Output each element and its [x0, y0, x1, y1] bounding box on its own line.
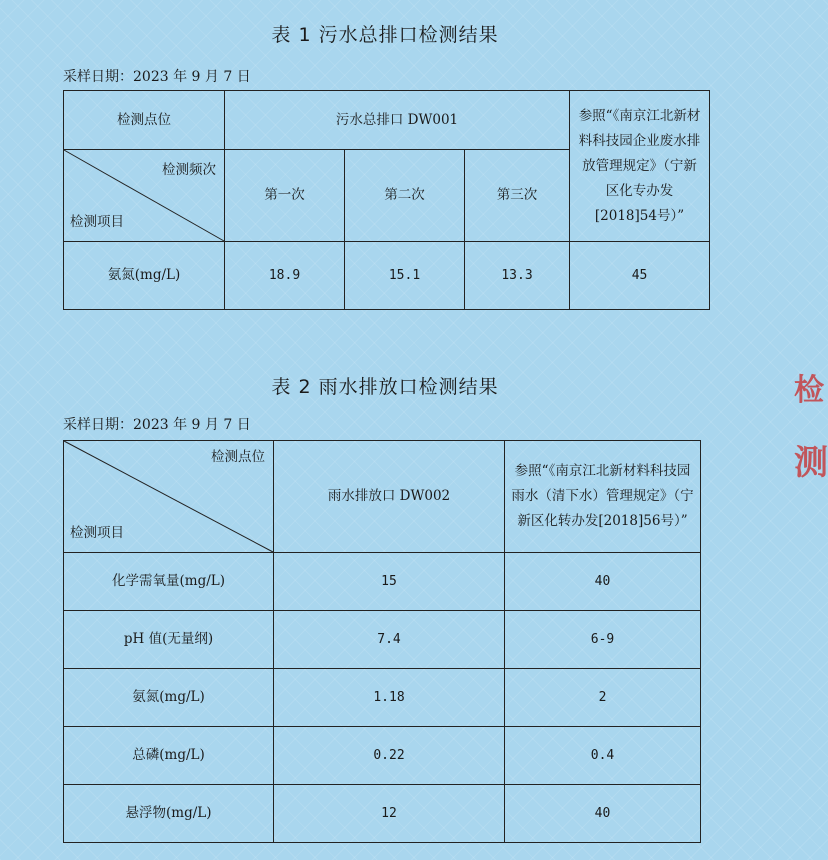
table2-title: 表 2 雨水排放口检测结果 [271, 376, 499, 398]
table1-sampling-date: 采样日期：2023 年 9 月 7 日 [63, 69, 251, 85]
table1-site-name: 污水总排口 DW001 [225, 91, 570, 150]
table2-value: 12 [274, 785, 505, 843]
table2-site-name: 雨水排放口 DW002 [274, 441, 505, 553]
table-row [64, 727, 701, 785]
table1 [63, 90, 710, 310]
table2-item-label: 检测项目 [70, 525, 124, 541]
table1-freq-2: 第二次 [345, 150, 465, 242]
table2-site-label: 检测点位 [211, 449, 265, 465]
table2 [63, 440, 701, 843]
table1-value-3: 13.3 [465, 242, 570, 310]
table-row [64, 553, 701, 611]
table-row [64, 669, 701, 727]
table1-freq-1: 第一次 [225, 150, 345, 242]
table2-value: 0.22 [274, 727, 505, 785]
table1-freq-3: 第三次 [465, 150, 570, 242]
table2-item: 氨氮(mg/L) [64, 669, 274, 727]
table1-item: 氨氮(mg/L) [64, 242, 225, 310]
table1-title: 表 1 污水总排口检测结果 [271, 24, 499, 46]
table2-value: 1.18 [274, 669, 505, 727]
table-row [64, 785, 701, 843]
table1-reference-standard: 参照“《南京江北新材料科技园企业废水排放管理规定》（宁新区化专办发[2018]54号）” [570, 91, 710, 242]
table2-value: 15 [274, 553, 505, 611]
table1-limit: 45 [570, 242, 710, 310]
table2-limit: 2 [505, 669, 701, 727]
table2-item: pH 值(无量纲) [64, 611, 274, 669]
table1-site-header: 检测点位 [64, 91, 225, 150]
red-seal-stamp [790, 355, 828, 545]
table1-value-1: 18.9 [225, 242, 345, 310]
table2-item: 悬浮物(mg/L) [64, 785, 274, 843]
table2-sampling-date: 采样日期：2023 年 9 月 7 日 [63, 417, 251, 433]
table2-limit: 6-9 [505, 611, 701, 669]
table2-limit: 40 [505, 553, 701, 611]
table-row [64, 242, 710, 310]
table2-item: 总磷(mg/L) [64, 727, 274, 785]
table1-item-label: 检测项目 [70, 214, 124, 230]
table2-item: 化学需氧量(mg/L) [64, 553, 274, 611]
table2-limit: 0.4 [505, 727, 701, 785]
table1-freq-label: 检测频次 [162, 162, 216, 178]
table2-limit: 40 [505, 785, 701, 843]
table-row [64, 611, 701, 669]
stamp-char-1: 检 [794, 373, 824, 408]
table2-reference-standard: 参照“《南京江北新材料科技园雨水（清下水）管理规定》（宁新区化转办发[2018]56号）” [505, 441, 701, 553]
table2-value: 7.4 [274, 611, 505, 669]
stamp-char-2: 测 [794, 443, 828, 483]
table2-diagonal-header-cell [64, 441, 274, 553]
table1-diagonal-header-cell [64, 150, 225, 242]
table1-value-2: 15.1 [345, 242, 465, 310]
